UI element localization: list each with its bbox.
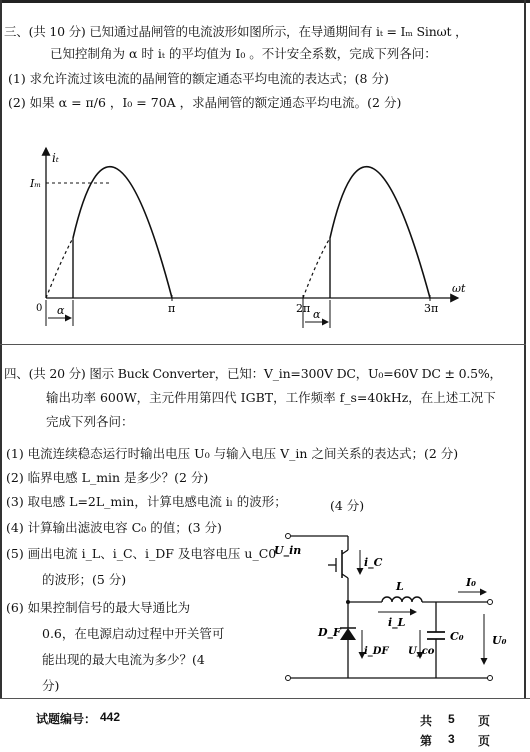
q4-item6: (6) 如果控制信号的最大导通比为	[6, 600, 191, 615]
pulse-1-curve	[73, 167, 172, 298]
q4-item3: (3) 取电感 L=2L_min，计算电感电流 iₗ 的波形；	[6, 494, 287, 509]
x-label-2pi: 2π	[296, 302, 311, 315]
label-idf: i_DF	[364, 646, 389, 657]
x-axis-label: ωt	[452, 282, 466, 295]
q4-item6-cont1: 0.6，在电源启动过程中开关管可	[42, 626, 225, 641]
q3-item2: (2) 如果 α = π/6 ，I₀ = 70A ，求晶闸管的额定通态平均电流。(2 分)	[8, 95, 402, 110]
q4-line2: 输出功率 600W，主元件用第四代 IGBT，工作频率 f_s=40kHz，在上述工况下	[46, 390, 496, 405]
q4-line3: 完成下列各问：	[46, 414, 134, 429]
label-io: I₀	[466, 576, 476, 589]
section-divider	[0, 344, 526, 345]
diode-triangle	[340, 628, 356, 640]
q4-item3-score: (4 分)	[330, 498, 365, 513]
x-label-3pi: 3π	[424, 302, 439, 315]
buck-converter-circuit	[270, 528, 524, 698]
inductor-coil	[382, 597, 422, 602]
alpha-label-2: α	[313, 308, 321, 321]
origin-label: 0	[36, 303, 43, 314]
label-ic: i_C	[364, 556, 383, 569]
q4-line1: 四、(共 20 分) 图示 Buck Converter，已知：V_in=300V DC，U₀=60V DC ± 0.5%，	[4, 366, 502, 381]
igbt-c-lead	[342, 550, 348, 554]
page-label: 第	[420, 734, 433, 748]
label-uco: U_co	[408, 646, 435, 657]
top-border	[0, 0, 530, 3]
q4-item6-cont2: 能出现的最大电流为多少？(4	[42, 652, 205, 667]
label-df: D_F	[318, 626, 341, 639]
x-label-pi: π	[168, 302, 176, 315]
label-co: C₀	[450, 630, 464, 643]
label-uin: U_in	[274, 544, 302, 557]
page-number: 3	[448, 732, 455, 746]
q4-item5-cont: 的波形；(5 分)	[42, 572, 127, 587]
page-unit: 页	[478, 734, 491, 748]
label-l: L	[396, 580, 404, 593]
footer-divider	[0, 698, 530, 699]
y-axis-label: iₜ	[52, 151, 59, 165]
output-terminal-top	[488, 600, 493, 605]
exam-code-label: 试题编号：	[36, 712, 97, 726]
q4-item4: (4) 计算输出滤波电容 C₀ 的值；(3 分)	[6, 520, 222, 535]
input-terminal-bottom	[286, 676, 291, 681]
left-border	[0, 0, 2, 698]
output-terminal-bottom	[488, 676, 493, 681]
q4-item1: (1) 电流连续稳态运行时输出电压 U₀ 与输入电压 V_in 之间关系的表达式；(2 分)	[6, 446, 459, 461]
pulse-2-dashed	[303, 238, 330, 298]
peak-label: Iₘ	[30, 177, 42, 190]
label-uo: U₀	[492, 634, 507, 647]
pulse-2-curve	[330, 167, 430, 298]
total-unit: 页	[478, 714, 491, 728]
input-terminal-top	[286, 534, 291, 539]
total-pages: 5	[448, 712, 455, 726]
q3-item1: (1) 求允许流过该电流的晶闸管的额定通态平均电流的表达式；(8 分)	[8, 71, 389, 86]
q3-line2: 已知控制角为 α 时 iₜ 的平均值为 I₀ 。不计安全系数，完成下列各问：	[50, 46, 437, 61]
current-waveform-figure	[0, 130, 526, 345]
pulse-1-dashed	[46, 238, 73, 298]
igbt-e-lead	[342, 574, 348, 578]
q3-line1: 三、(共 10 分) 已知通过晶闸管的电流波形如图所示，在导通期间有 iₜ = Iₘ Sinωt ，	[4, 24, 468, 39]
q4-item6-cont3: 分)	[42, 678, 60, 693]
exam-code-value: 442	[100, 710, 121, 724]
q4-item2: (2) 临界电感 L_min 是多少？(2 分)	[6, 470, 209, 485]
right-border	[524, 0, 526, 698]
label-il: i_L	[388, 616, 406, 629]
alpha-label-1: α	[57, 304, 65, 317]
q4-item5: (5) 画出电流 i_L、i_C、i_DF 及电容电压 u_C0	[6, 546, 277, 561]
total-label: 共	[420, 714, 433, 728]
